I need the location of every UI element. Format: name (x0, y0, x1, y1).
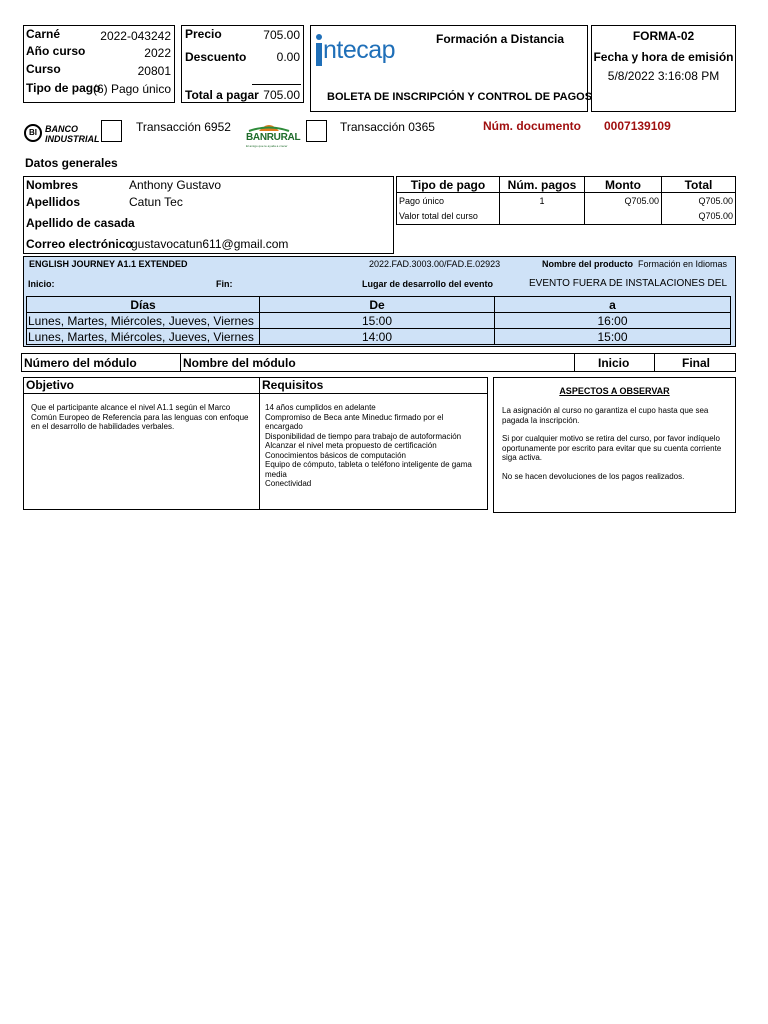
schedule-from: 15:00 (260, 313, 495, 329)
total-label: Total a pagar (185, 88, 259, 102)
banrural-name: BANRURAL (246, 132, 301, 143)
datos-generales-title: Datos generales (25, 156, 118, 170)
schedule-days: Lunes, Martes, Miércoles, Jueves, Viernes (27, 313, 260, 329)
pagos-cell (585, 209, 662, 225)
schedule-to: 15:00 (495, 329, 731, 345)
course-code: 2022.FAD.3003.00/FAD.E.02923 (369, 259, 501, 269)
carne-label: Carné (26, 27, 61, 41)
apellidos-label: Apellidos (26, 195, 81, 209)
lugar-value: EVENTO FUERA DE INSTALACIONES DEL (529, 278, 728, 289)
doc-title: BOLETA DE INSCRIPCIÓN Y CONTROL DE PAGOS (327, 91, 593, 103)
pagos-table (396, 176, 736, 225)
schedule-row (27, 329, 731, 345)
module-number-header: Número del módulo (24, 356, 137, 370)
personal-info-box (23, 176, 394, 254)
schedule-table (26, 296, 731, 345)
descuento-label: Descuento (185, 50, 247, 64)
requisito-item: Compromiso de Beca ante Mineduc firmado por el encargado (265, 412, 444, 431)
bi-checkbox[interactable] (101, 120, 122, 142)
fecha-value: 5/8/2022 3:16:08 PM (607, 69, 720, 83)
logo-text: ntecap (323, 36, 396, 64)
pagos-header-num: Núm. pagos (500, 177, 585, 193)
course-band (23, 256, 736, 347)
nombres-value: Anthony Gustavo (129, 178, 222, 192)
pagos-header-row (397, 177, 736, 193)
requisito-item: Conocimientos básicos de computación (265, 450, 406, 460)
pagos-header-tipo: Tipo de pago (397, 177, 500, 193)
carne-value: 2022-043242 (100, 29, 171, 43)
fecha-label: Fecha y hora de emisión (593, 50, 734, 64)
pagos-cell: Q705.00 (698, 195, 733, 206)
nombres-label: Nombres (26, 178, 79, 192)
modules-divider (574, 354, 575, 371)
student-info-box (23, 25, 175, 103)
lugar-label: Lugar de desarrollo del evento (362, 279, 494, 289)
form-info-box (591, 25, 736, 112)
form-code: FORMA-02 (632, 29, 695, 43)
inicio-label: Inicio: (28, 279, 55, 289)
pagos-header-total: Total (662, 177, 736, 193)
logo-stem (316, 43, 322, 66)
fin-label: Fin: (216, 279, 233, 289)
objetivo-requisitos-box (23, 377, 488, 510)
banrural-logo (245, 118, 301, 148)
banrural-checkbox[interactable] (306, 120, 327, 142)
aspectos-box (493, 377, 736, 513)
num-documento-value: 0007139109 (604, 119, 671, 133)
bi-icon: BI (24, 124, 42, 142)
pagos-row (397, 193, 736, 209)
pagos-cell: Q705.00 (698, 211, 733, 222)
pagos-cell: Valor total del curso (397, 209, 500, 225)
tipo-pago-value: (6) Pago único (92, 82, 171, 96)
payment-box (181, 25, 304, 103)
correo-label: Correo electrónico (26, 237, 133, 251)
bi-line1: BANCO (45, 124, 78, 134)
schedule-header-row (27, 297, 731, 313)
pagos-header-monto: Monto (585, 177, 662, 193)
requisitos-label: Requisitos (262, 378, 324, 392)
modules-divider (654, 354, 655, 371)
requisito-item: 14 años cumplidos en adelante (265, 403, 376, 412)
apellido-casada-label: Apellido de casada (26, 216, 135, 230)
curso-label: Curso (26, 62, 61, 76)
correo-value: gustavocatun611@gmail.com (131, 237, 289, 251)
objetivo-label: Objetivo (26, 378, 75, 392)
aspecto-item: No se hacen devoluciones de los pagos realizados. (502, 471, 685, 481)
curso-value: 20801 (137, 64, 171, 78)
objetivo-header-line (24, 393, 487, 394)
module-inicio-header: Inicio (598, 356, 630, 370)
bi-line2: INDUSTRIAL (45, 134, 100, 144)
banrural-tagline: El amigo que te ayuda a crecer (246, 144, 288, 148)
banco-industrial-logo (24, 121, 100, 147)
modules-header (21, 353, 736, 372)
requisito-item: Alcanzar el nivel meta propuesto de certificación (265, 441, 437, 450)
tipo-pago-label: Tipo de pago (26, 81, 101, 95)
requisito-item: Disponibilidad de tiempo para trabajo de autoformación (265, 431, 462, 441)
anio-label: Año curso (26, 44, 86, 58)
total-divider (252, 84, 301, 85)
subtitle: Formación a Distancia (436, 32, 565, 46)
module-name-header: Nombre del módulo (183, 356, 296, 370)
pagos-cell: 1 (500, 193, 585, 209)
requisitos-list (265, 403, 480, 489)
module-final-header: Final (682, 356, 711, 370)
header-box (310, 25, 593, 112)
schedule-to: 16:00 (495, 313, 731, 329)
producto-value: Formación en Idiomas (638, 259, 728, 269)
anio-value: 2022 (144, 46, 171, 60)
schedule-header-dias: Días (27, 297, 260, 313)
apellidos-value: Catun Tec (129, 195, 183, 209)
banrural-sun-icon (245, 118, 293, 132)
aspectos-text (502, 406, 724, 481)
objetivo-text: Que el participante alcance el nivel A1.1 según el Marco Común Europeo de Referencia para las lenguas con enfoque en el desarrollo de habilidades verbales. (31, 403, 249, 431)
schedule-from: 14:00 (260, 329, 495, 345)
producto-label: Nombre del producto (542, 259, 634, 269)
descuento-value: 0.00 (276, 50, 300, 64)
precio-label: Precio (185, 27, 222, 41)
pagos-cell: Q705.00 (585, 193, 662, 209)
logo-dot (316, 34, 322, 40)
aspecto-item: La asignación al curso no garantiza el cupo hasta que sea pagada la inscripción. (502, 406, 709, 425)
num-documento-label: Núm. documento (483, 119, 581, 133)
course-name: ENGLISH JOURNEY A1.1 EXTENDED (29, 259, 188, 269)
pagos-cell (500, 209, 585, 225)
schedule-row (27, 313, 731, 329)
modules-divider (180, 354, 181, 371)
pagos-cell: Pago único (397, 193, 500, 209)
schedule-days: Lunes, Martes, Miércoles, Jueves, Viernes (27, 329, 260, 345)
schedule-header-a: a (495, 297, 731, 313)
requisito-item: Conectividad (265, 479, 312, 488)
pagos-row (397, 209, 736, 225)
banrural-transaction: Transacción 0365 (340, 120, 435, 134)
total-value: 705.00 (263, 88, 300, 102)
precio-value: 705.00 (263, 28, 300, 42)
intecap-logo (314, 32, 394, 70)
requisito-item: Equipo de cómputo, tableta o teléfono inteligente de gama media (265, 460, 472, 479)
aspectos-title: ASPECTOS A OBSERVAR (559, 386, 670, 396)
bi-transaction: Transacción 6952 (136, 120, 231, 134)
schedule-header-de: De (260, 297, 495, 313)
aspecto-item: Si por cualquier motivo se retira del curso, por favor indíquelo oportunamente por escrito para evitar que su cuenta corriente siga activa. (502, 434, 722, 462)
col-divider (259, 378, 260, 509)
